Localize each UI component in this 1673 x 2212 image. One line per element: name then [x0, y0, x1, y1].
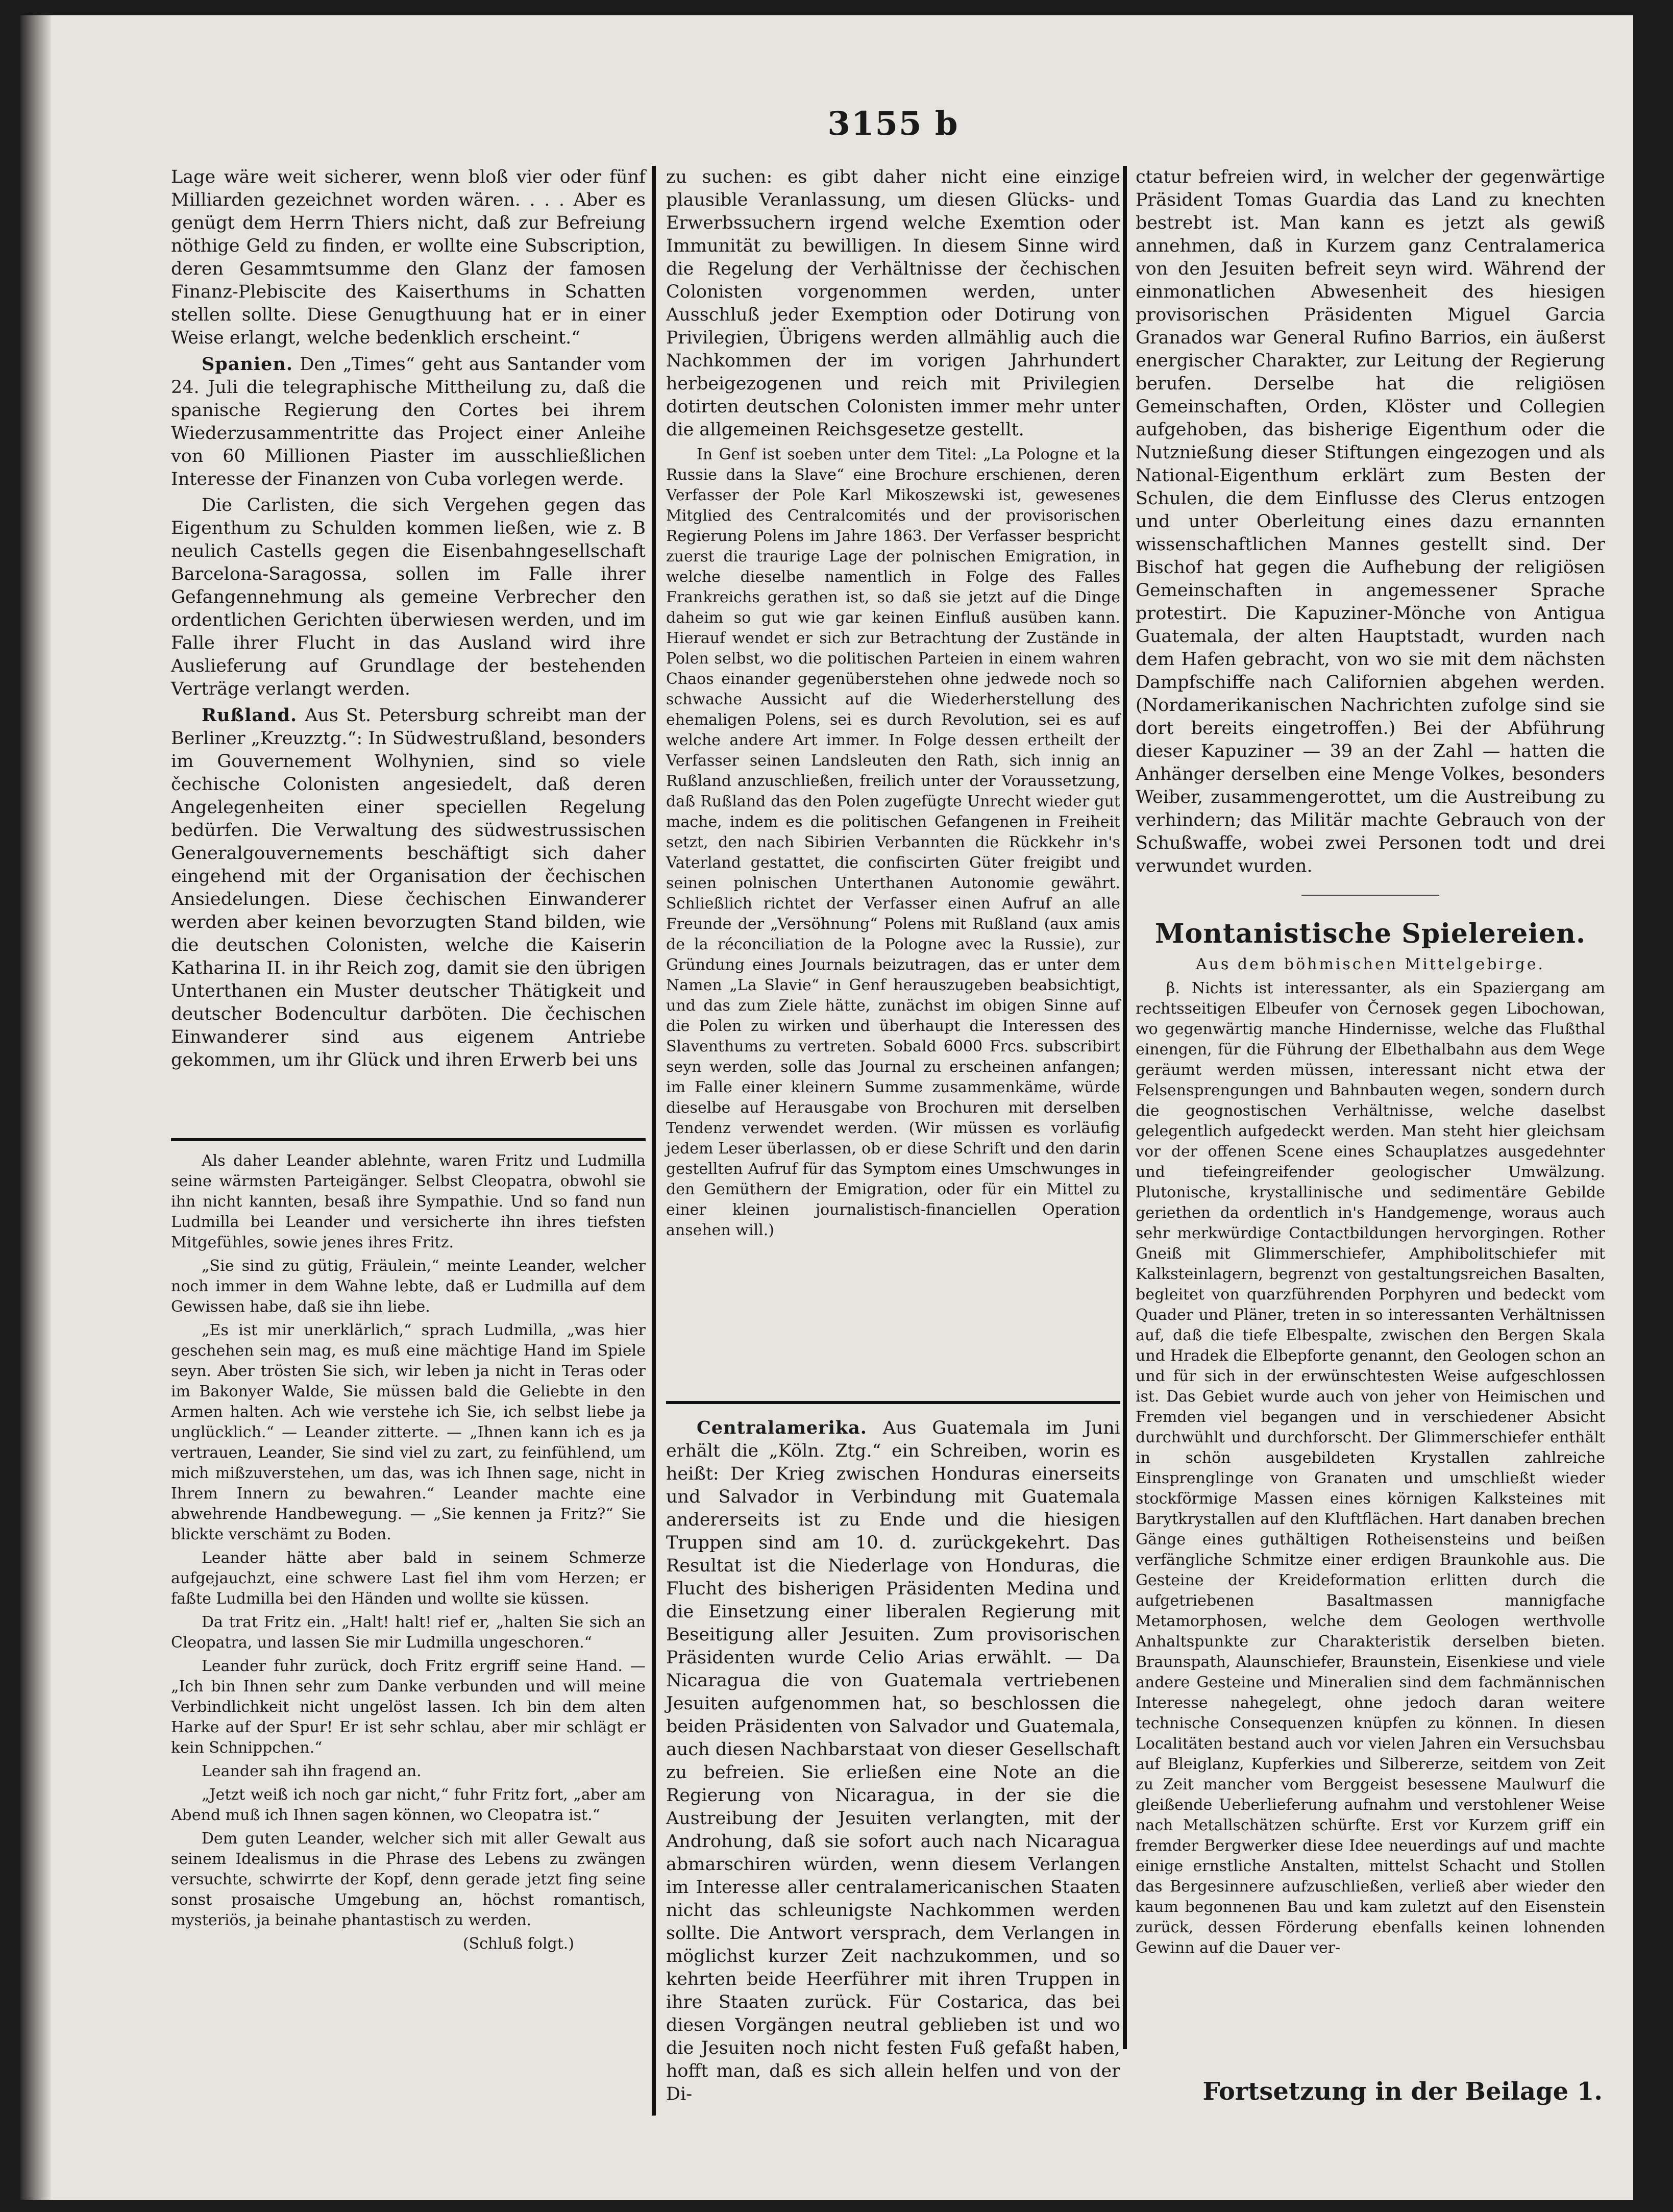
story-paragraph: Leander sah ihn fragend an.	[202, 1762, 422, 1780]
story-paragraph: Dem guten Leander, welcher sich mit aller Gewalt aus seinem Idealismus in die Phrase des Lebens zu zwängen versuchte, schwirrte der Kopf, denn gerade jetzt fing seine sonst prosaische Umgebung an, höchst romantisch, mysteriös, ja beinahe phantastisch zu werden.	[171, 1830, 646, 1929]
newspaper-page	[20, 15, 1633, 2200]
russia-paragraph-end: zu suchen: es gibt daher nicht eine einzige plausible Veranlassung, um diesen Glücks- und Erwerbssuchern irgend welche Exemtion oder Immunität zu bewilligen. In diesem Sinne wird die Regelung der Verhältnisse der čechischen Colonisten vorgenommen werden, unter Ausschluß jeder Exemption oder Dotirung von Privilegien, Übrigens werden allmählig auch die Nachkommen der im vorigen Jahrhundert herbeigezogenen und reich mit Privilegien dotirten deutschen Colonisten immer mehr unter die allgemeinen Reichsgesetze gestellt.	[666, 167, 1120, 440]
continuation-note: Fortsetzung in der Beilage 1.	[1202, 2077, 1603, 2106]
feuilleton-story	[171, 1151, 646, 1957]
central-america-separator	[666, 1401, 1120, 1404]
page-number: 3155 b	[827, 105, 959, 143]
story-paragraph: „Sie sind zu gütig, Fräulein,“ meinte Leander, welcher noch immer in dem Wahne lebte, daß er Ludmilla auf dem Gewissen habe, daß sie ihn liebe.	[171, 1257, 646, 1316]
spain-item	[171, 353, 646, 491]
central-america-lead: Centralamerika.	[697, 1417, 867, 1438]
column-3-news	[1136, 166, 1605, 1961]
column-rule-1	[652, 166, 656, 2116]
central-america-continued: ctatur befreien wird, in welcher der gegenwärtige Präsident Tomas Guardia das Land zu knechten bestrebt ist. Man kann es jetzt als gewiß annehmen, daß in Kurzem ganz Centralamerica von den Jesuiten befreit seyn wird. Während der einmonatlichen Abwesenheit des hiesigen provisorischen Präsidenten Miguel Garcia Granados war General Rufino Barrios, ein äußerst energischer Charakter, zur Leitung der Regierung berufen. Derselbe hat die religiösen Gemeinschaften, Orden, Klöster und Collegien aufgehoben, das bisherige Eigenthum oder die Nutznießung dieser Stiftungen eingezogen und als National-Eigenthum erklärt zum Besten der Schulen, die dem Einflusse des Clerus entzogen und unter Oberleitung eines dazu ernannten wissenschaftlichen Mannes gestellt sind. Der Bischof hat gegen die Aufhebung der religiösen Gemeinschaften in angemessener Sprache protestirt. Die Kapuziner-Mönche von Antigua Guatemala, der alten Hauptstadt, wurden nach dem Hafen gebracht, von wo sie mit dem nächsten Dampfschiffe nach Californien abgehen werden. (Nordamerikanischen Nachrichten zufolge sind sie dort bereits eingetroffen.) Bei der Abführung dieser Kapuziner — 39 an der Zahl — hatten die Anhänger derselben eine Menge Volkes, besonders Weiber, zusammengerottet, um die Austreibung zu verhindern; das Militär machte Gebrauch von der Schußwaffe, wobei zwei Personen todt und drei verwundet wurden.	[1136, 167, 1605, 876]
section-subtitle: Aus dem böhmischen Mittelgebirge.	[1196, 955, 1545, 973]
geology-paragraph: β. Nichts ist interessanter, als ein Spaziergang am rechtsseitigen Elbeufer von Černosek gegen Libochowan, wo gegenwärtig manche Hindernisse, welche das Flußthal einengen, für die Führung der Elbethalbahn aus dem Wege geräumt werden müssen, interessant nicht etwa der Felsensprengungen und Bahnbauten wegen, sondern durch die geognostischen Verhältnisse, welche daselbst gelegentlich aufgedeckt werden. Man steht hier gleichsam vor der offenen Scene eines Schauplatzes ausgedehnter und tiefeingreifender geologischer Umwälzung. Plutonische, krystallinische und sedimentäre Gebilde geriethen da ordentlich in's Handgemenge, woraus auch sehr merkwürdige Contactbildungen hervorgingen. Rother Gneiß mit Glimmerschiefer, Amphibolitschiefer mit Kalksteinlagern, begrenzt von gestaltungsreichen Basalten, begleitet von quarzführenden Porphyren und bedeckt vom Quader und Pläner, treten in so interessanten Verhältnissen auf, daß die tiefe Elbespalte, zwischen den Bergen Skala und Hradek die Elbepforte genannt, den Geologen schon an und für sich in der erwünschtesten Weise aufgeschlossen ist. Das Gebiet wurde auch von jeher von Heimischen und Fremden viel begangen und in verschiedener Absicht durchwühlt und durchforscht. Der Glimmerschiefer enthält in schön ausgebildeten Krystallen zahlreiche Einsprenglinge von Granaten und umschließt wieder stockförmige Massen eines körnigen Kalksteines mit Barytkrystallen auf den Kluftflächen. Hart danaben brechen Gänge eines guthältigen Rotheisensteins und beißen verfängliche Schmitze einer erdigen Braunkohle aus. Die Gesteine der Kreideformation erlitten durch die aufgetriebenen Basaltmassen mannigfache Metamorphosen, welche dem Geologen werthvolle Anhaltspunkte zur Charakteristik derselben bieten. Braunspath, Alaunschiefer, Braunstein, Eisenkiese und viele andere Gesteine und Mineralien sind dem fachmännischen Interesse nahegelegt, ohne jedoch daran weitere technische Consequenzen knüpfen zu können. In diesen Localitäten bestand auch vor vielen Jahren ein Versuchsbau auf Bleiglanz, Kupferkies und Silbererze, seitdem von Zeit zu Zeit mancher vom Berggeist besessene Maulwurf die gleißende Ueberlieferung aufnahm und verstohlener Weise nach Metallschätzen schürfte. Erst vor Kurzem griff ein fremder Bergwerker diese Idee neuerdings auf und machte einige ernstliche Anstalten, mittelst Schacht und Stollen das Bergesinnere aufzuschließen, verließ aber wieder den kaum begonnenen Bau und kam zuletzt auf den Eisenstein zurück, dessen Förderung ebenfalls keinen lohnenden Gewinn auf die Dauer ver-	[1136, 979, 1605, 1957]
page-binding-shadow	[20, 15, 51, 2200]
to-be-continued: (Schluß folgt.)	[462, 1935, 574, 1953]
story-paragraph: Leander hätte aber bald in seinem Schmerze aufgejauchzt, eine schwere Last fiel ihm vom Herzen; er faßte Ludmilla bei den Händen und wollte sie küssen.	[171, 1549, 646, 1608]
ornament-rule: ―――――――――	[1301, 886, 1439, 903]
central-america-text: Aus Guatemala im Juni erhält die „Köln. Ztg.“ ein Schreiben, worin es heißt: Der Krieg zwischen Honduras einerseits und Salvador in Verbindung mit Guatemala andererseits ist zu Ende und die hiesigen Truppen sind am 10. d. zurückgekehrt. Das Resultat ist die Niederlage von Honduras, die Flucht des bisherigen Präsidenten Medina und die Einsetzung einer liberalen Regierung mit Beseitigung aller Jesuiten. Zum provisorischen Präsidenten wurde Celio Arias erwählt. — Da Nicaragua die von Guatemala vertriebenen Jesuiten aufgenommen hat, so beschlossen die beiden Präsidenten von Salvador und Guatemala, auch diesen Nachbarstaat von dieser Gesellschaft zu befreien. Sie erließen eine Note an die Regierung von Nicaragua, in der sie die Austreibung der Jesuiten verlangten, mit der Androhung, daß sie sofort auch nach Nicaragua abmarschiren würden, wenn diesem Verlangen im Interesse aller centralamericanischen Staaten nicht das schleunigste Nachkommen werden sollte. Die Antwort versprach, dem Verlangen in möglichst kurzer Zeit nachzukommen, und so kehrten beide Heerführer mit ihren Truppen in ihre Staaten zurück. Für Costarica, das bei diesen Vorgängen neutral geblieben ist und wo die Jesuiten noch nicht festen Fuß gefaßt haben, hofft man, daß es sich allein helfen und von der Di-	[666, 1418, 1120, 2104]
story-paragraph: Als daher Leander ablehnte, waren Fritz und Ludmilla seine wärmsten Parteigänger. Selbst Cleopatra, obwohl sie ihn nicht kannten, besaß ihre Sympathie. Und so fand nun Ludmilla bei Leander und versicherte ihn ihres tiefsten Mitgefühles, sowie jenes ihres Fritz.	[171, 1152, 646, 1251]
russia-text: Aus St. Petersburg schreibt man der Berliner „Kreuzztg.“: In Südwestrußland, besonders im Gouvernement Wolhynien, sind so viele čechische Colonisten angesiedelt, daß deren Angelegenheiten einer speciellen Regelung bedürfen. Die Verwaltung des südwestrussischen Generalgouvernements beschäftigt sich daher eingehend mit der Organisation der čechischen Ansiedelungen. Diese čechischen Einwanderer werden aber keinen bevorzugten Stand bilden, wie die deutschen Colonisten, welche die Kaiserin Katharina II. in ihr Reich zog, damit sie den übrigen Unterthanen ein Muster deutscher Thätigkeit und deutscher Bodencultur darböten. Die čechischen Einwanderer sind aus eigenem Antriebe gekommen, um ihr Glück und ihren Erwerb bei uns	[171, 705, 646, 1070]
france-paragraph-end: Lage wäre weit sicherer, wenn bloß vier oder fünf Milliarden gezeichnet worden wären. . . . Aber es genügt dem Herrn Thiers nicht, daß zur Befreiung nöthige Geld zu finden, er wollte eine Subscription, deren Gesammtsumme den Glanz der famosen Finanz-Plebiscite des Kaiserthums in Schatten stellen sollte. Diese Genugthuung hat er in einer Weise erlangt, welche bedenklich erscheint.“	[171, 167, 646, 348]
central-america-item	[666, 1416, 1120, 2109]
spain-text: Den „Times“ geht aus Santander vom 24. Juli die telegraphische Mittheilung zu, daß die spanische Regierung den Cortes bei ihrem Wiederzusammentritte das Project einer Anleihe von 60 Millionen Piaster im ausschließlichen Interesse der Finanzen von Cuba vorlegen werde.	[171, 354, 646, 489]
story-paragraph: „Es ist mir unerklärlich,“ sprach Ludmilla, „was hier geschehen sein mag, es muß eine mächtige Hand im Spiele seyn. Aber trösten Sie sich, wir leben ja nicht in Teras oder im Bakonyer Walde, Sie müssen bald die Geliebte in den Armen halten. Ach wie verstehe ich Sie, ich selbst liebe ja unglücklich.“ — Leander zitterte. — „Ihnen kann ich es ja vertrauen, Leander, Sie sind viel zu zart, zu feinfühlend, um mich mißzuverstehen, um das, was ich Ihnen sage, nicht in Ihrem Innern zu bewahren.“ Leander machte eine abwehrende Handbewegung. — „Sie kennen ja Fritz?“ Sie blickte verschämt zu Boden.	[171, 1321, 646, 1543]
russia-item	[171, 704, 646, 1072]
russia-lead: Rußland.	[202, 705, 298, 726]
story-paragraph: Da trat Fritz ein. „Halt! halt! rief er, „halten Sie sich an Cleopatra, und lassen Sie mir Ludmilla ungeschoren.“	[171, 1613, 646, 1652]
section-title: Montanistische Spielereien.	[1154, 918, 1586, 949]
column-2-news	[666, 166, 1120, 1244]
spain-lead: Spanien.	[202, 354, 293, 375]
central-america-paragraph	[666, 1416, 1120, 2106]
story-paragraph: „Jetzt weiß ich noch gar nicht,“ fuhr Fritz fort, „aber am Abend muß ich Ihnen sagen können, wo Cleopatra ist.“	[171, 1786, 646, 1824]
carlists-paragraph: Die Carlisten, die sich Vergehen gegen das Eigenthum zu Schulden kommen ließen, wie z. B neulich Castells gegen die Eisenbahngesellschaft Barcelona-Saragossa, sollen im Falle ihrer Gefangennehmung als gemeine Verbrecher den ordentlichen Gerichten überwiesen werden, und im Falle ihrer Flucht in das Ausland wird ihre Auslieferung auf Grundlage der bestehenden Verträge verlangt werden.	[171, 495, 646, 699]
column-rule-2	[1123, 166, 1127, 2049]
geneva-paragraph: In Genf ist soeben unter dem Titel: „La Pologne et la Russie dans la Slave“ eine Brochure erschienen, deren Verfasser der Pole Karl Mikoszewski ist, gewesenes Mitglied des Centralcomités und der provisorischen Regierung Polens im Jahre 1863. Der Verfasser bespricht zuerst die traurige Lage der polnischen Emigration, in welche dieselbe namentlich in Folge des Falles Frankreichs gerathen ist, so daß sie jetzt auf die Dinge daheim so gut wie gar keinen Einfluß ausüben kann. Hierauf wendet er sich zur Betrachtung der Zustände in Polen selbst, wo die politischen Parteien in einem wahren Chaos einander gegenüberstehen ohne jedwede noch so schwache Aussicht auf die Wiederherstellung des ehemaligen Polens, sei es durch Revolution, sei es auf welche andere Art immer. In Folge dessen ertheilt der Verfasser seinen Landsleuten den Rath, sich innig an Rußland anzuschließen, freilich unter der Voraussetzung, daß Rußland das den Polen zugefügte Unrecht wieder gut mache, indem es die politischen Gefangenen in Freiheit setzt, den nach Sibirien Verbannten die Rückkehr in's Vaterland gestattet, die confiscirten Güter freigibt und seinen polnischen Unterthanen Autonomie gewährt. Schließlich richtet der Verfasser einen Aufruf an alle Freunde der „Versöhnung“ Polens mit Rußland (aux amis de la réconciliation de la Pologne avec la Russie), zur Gründung eines Journals beizutragen, das er unter dem Namen „La Slavie“ in Genf herauszugeben beabsichtigt, und das zum Ziele hätte, zunächst im obigen Sinne auf die Polen zu wirken und überhaupt die Interessen des Slaventhums zu vertreten. Sobald 6000 Frcs. subscribirt seyn werden, solle das Journal zu erscheinen anfangen; im Falle einer kleinern Summe zusammenkäme, würde dieselbe auf Herausgabe von Brochuren mit derselben Tendenz verwendet werden. (Wir müssen es vorläufig jedem Leser überlassen, ob er diese Schrift und den darin gestellten Aufruf für das Symptom eines Umschwunges in den Gemüthern der Emigration, oder für ein Mittel zu einer kleinen journalistisch-financiellen Operation ansehen will.)	[666, 446, 1120, 1239]
feuilleton-separator	[171, 1138, 646, 1141]
column-1-news	[171, 166, 646, 1075]
story-paragraph: Leander fuhr zurück, doch Fritz ergriff seine Hand. — „Ich bin Ihnen sehr zum Danke verbunden und will meine Verbindlichkeit nicht ungelöst lassen. Ich bin dem alten Harke auf der Spur! Er ist sehr schlau, aber mir schlägt er kein Schnippchen.“	[171, 1657, 646, 1757]
